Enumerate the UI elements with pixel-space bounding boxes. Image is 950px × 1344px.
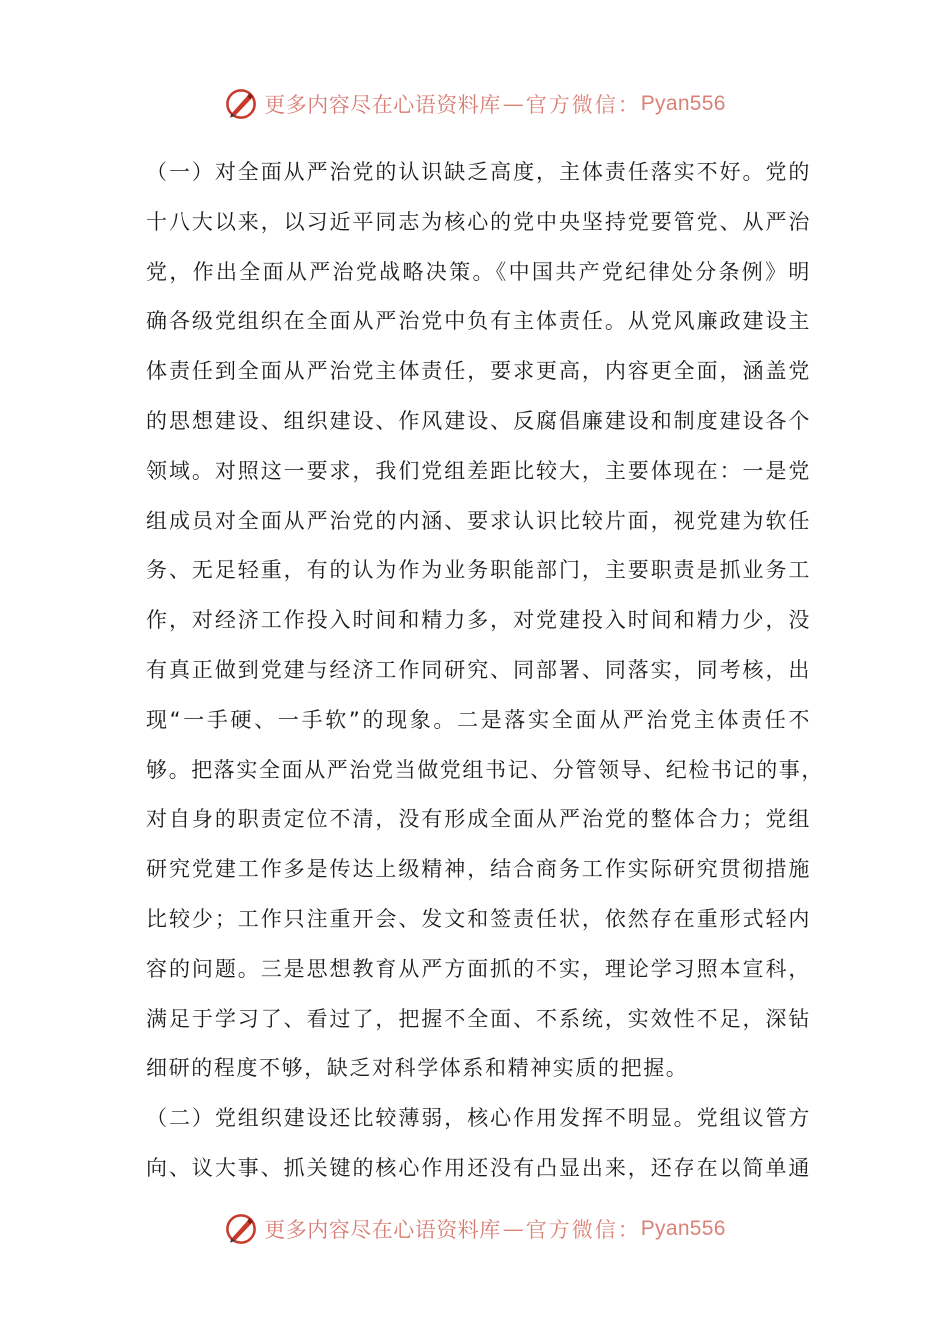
wechat-label: 官方微信： <box>525 93 641 117</box>
body-text <box>146 148 824 1194</box>
text-line: 的思想建设、组织建设、作风建设、反腐倡廉建设和制度建设各个 <box>146 408 811 433</box>
text-line: 确各级党组织在全面从严治党中负有主体责任。从党风廉政建设主 <box>146 309 811 334</box>
wechat-label: 官方微信： <box>525 1218 641 1242</box>
text-line: 满足于学习了、看过了，把握不全面、不系统，实效性不足，深钻 <box>146 1006 811 1031</box>
paragraph-1 <box>146 148 824 1094</box>
pen-logo-icon <box>224 87 258 121</box>
text-line: 领域。对照这一要求，我们党组差距比较大，主要体现在：一是党 <box>146 458 811 483</box>
text-line: 十八大以来，以习近平同志为核心的党中央坚持党要管党、从严治 <box>146 209 811 234</box>
site-name: 更多内容尽在心语资料库 <box>264 93 501 117</box>
text-line: 务、无足轻重，有的认为作为业务职能部门，主要职责是抓业务工 <box>146 558 811 583</box>
text-line: 有真正做到党建与经济工作同研究、同部署、同落实，同考核，出 <box>146 657 811 682</box>
text-line: 现“一手硬、一手软”的现象。二是落实全面从严治党主体责任不 <box>146 707 811 732</box>
text-line: 党，作出全面从严治党战略决策。《中国共产党纪律处分条例》明 <box>146 259 811 284</box>
text-line: 作，对经济工作投入时间和精力多，对党建投入时间和精力少，没 <box>146 608 811 633</box>
text-line: 对自身的职责定位不清，没有形成全面从严治党的整体合力；党组 <box>146 807 811 832</box>
text-line: 体责任到全面从严治党主体责任，要求更高，内容更全面，涵盖党 <box>146 359 811 384</box>
text-line: 够。把落实全面从严治党当做党组书记、分管领导、纪检书记的事， <box>146 757 824 782</box>
dash: — <box>502 92 524 116</box>
dash: — <box>502 1217 524 1241</box>
wechat-id: Pyan556 <box>640 92 726 115</box>
text-line: 向、议大事、抓关键的核心作用还没有凸显出来，还存在以简单通 <box>146 1155 811 1180</box>
text-line: （二）党组织建设还比较薄弱，核心作用发挥不明显。党组议管方 <box>146 1106 811 1131</box>
text-line: 细研的程度不够，缺乏对科学体系和精神实质的把握。 <box>146 1056 689 1081</box>
footer-watermark <box>0 1209 950 1249</box>
text-line: 比较少；工作只注重开会、发文和签责任状，依然存在重形式轻内 <box>146 906 811 931</box>
wechat-id: Pyan556 <box>640 1217 726 1240</box>
header-watermark <box>0 84 950 124</box>
text-line: 研究党建工作多是传达上级精神，结合商务工作实际研究贯彻措施 <box>146 857 811 882</box>
text-line: 组成员对全面从严治党的内涵、要求认识比较片面，视党建为软任 <box>146 508 811 533</box>
paragraph-2 <box>146 1094 811 1194</box>
pen-logo-icon <box>224 1212 258 1246</box>
text-line: 容的问题。三是思想教育从严方面抓的不实，理论学习照本宣科， <box>146 956 811 981</box>
site-name: 更多内容尽在心语资料库 <box>264 1218 501 1242</box>
text-line: （一）对全面从严治党的认识缺乏高度，主体责任落实不好。党的 <box>146 160 811 184</box>
